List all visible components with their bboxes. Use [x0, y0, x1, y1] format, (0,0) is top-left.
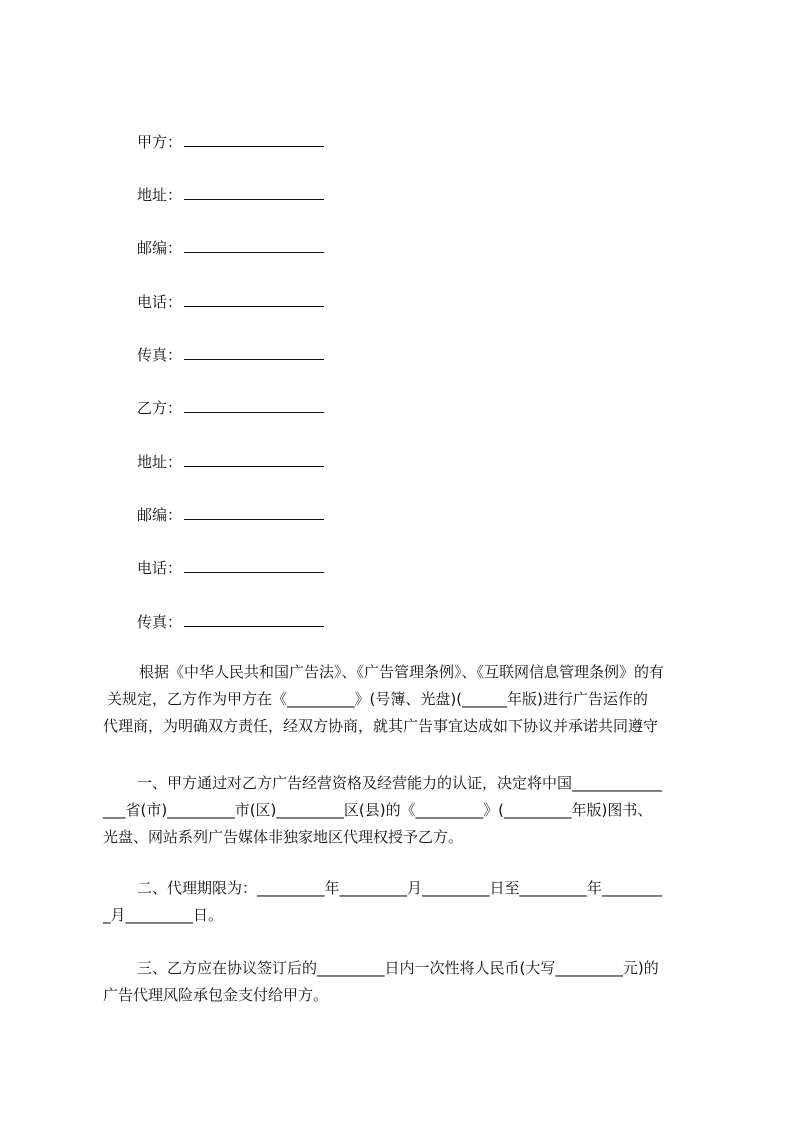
party-b-phone-blank — [184, 558, 324, 573]
party-b-label: 乙方： — [137, 399, 183, 417]
party-a-postcode-label: 邮编： — [137, 239, 183, 257]
party-a-phone-label: 电话： — [137, 293, 183, 311]
preamble-line-3: 代理商，为明确双方责任，经双方协商，就其广告事宜达成如下协议并承诺共同遵守 — [103, 717, 659, 735]
party-a-blank — [184, 132, 324, 147]
clause-3-line-2: 广告代理风险承包金支付给甲方。 — [103, 986, 329, 1004]
party-b-fax-field — [137, 612, 324, 632]
party-a-address-blank — [184, 185, 324, 200]
party-a-postcode-blank — [184, 238, 324, 253]
party-b-fax-blank — [184, 612, 324, 627]
clause-3-line-1: 三、乙方应在协议签订后的_________日内一次性将人民币(大写_________元)的 — [137, 959, 659, 977]
party-b-address-field — [137, 452, 324, 472]
clause-1-line-1: 一、甲方通过对乙方广告经营资格及经营能力的认证，决定将中国____________ — [137, 774, 663, 792]
party-b-postcode-label: 邮编： — [137, 506, 183, 524]
party-a-phone-blank — [184, 292, 324, 307]
party-b-postcode-field — [137, 505, 324, 525]
party-a-phone-field — [137, 292, 324, 312]
party-b-blank — [184, 398, 324, 413]
party-a-address-label: 地址： — [137, 186, 183, 204]
clause-2-line-1: 二、代理期限为：_________年_________月_________日至_________年________ — [137, 879, 663, 897]
clause-2 — [103, 878, 703, 928]
party-a-fax-field — [137, 345, 324, 365]
clause-1-line-2: ___省(市)_________市(区)_________区(县)的《_________》(_________年版)图书、 — [103, 801, 653, 819]
party-b-fax-label: 传真： — [137, 613, 183, 631]
party-a-postcode-field — [137, 238, 324, 258]
preamble-line-2: 关规定，乙方作为甲方在《_________》(号簿、光盘)(______年版)进行广告运作的 — [107, 690, 648, 708]
clause-2-line-2: _月_________日。 — [103, 906, 224, 924]
party-b-address-blank — [184, 452, 324, 467]
clause-3 — [103, 958, 703, 1008]
party-b-postcode-blank — [184, 505, 324, 520]
preamble-line-1: 根据《中华人民共和国广告法》、《广告管理条例》、《互联网信息管理条例》的有 — [139, 663, 665, 681]
preamble-paragraph — [103, 662, 703, 742]
party-a-fax-blank — [184, 345, 324, 360]
clause-1-line-3: 光盘、网站系列广告媒体非独家地区代理权授予乙方。 — [103, 828, 464, 846]
party-b-field — [137, 398, 324, 418]
party-a-field — [137, 132, 324, 152]
party-b-phone-label: 电话： — [137, 559, 183, 577]
clause-1 — [103, 773, 703, 853]
party-a-fax-label: 传真： — [137, 346, 183, 364]
party-a-address-field — [137, 185, 324, 205]
party-b-address-label: 地址： — [137, 453, 183, 471]
party-b-phone-field — [137, 558, 324, 578]
party-a-label: 甲方： — [137, 133, 183, 151]
